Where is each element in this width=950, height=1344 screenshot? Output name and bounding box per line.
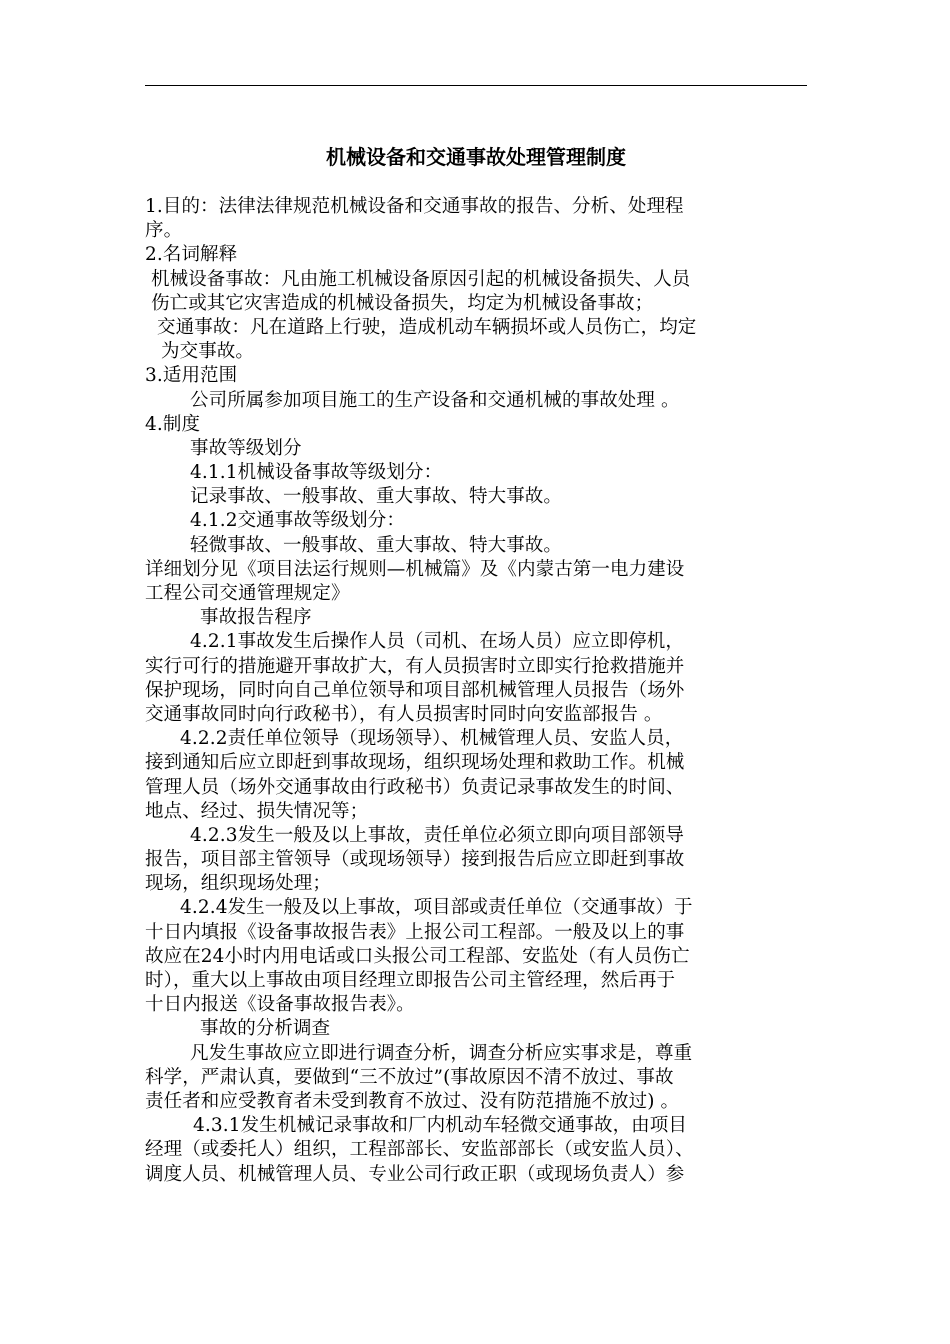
clause-4-2-4-line-1: 4.2.4发生一般及以上事故，项目部或责任单位（交通事故）于 — [180, 897, 693, 919]
purpose-line-1: 1.目的：法律法律规范机械设备和交通事故的报告、分析、处理程 — [145, 196, 684, 217]
subheading-accident-grades: 事故等级划分 — [190, 437, 302, 459]
subheading-reporting-procedure: 事故报告程序 — [200, 607, 312, 629]
clause-4-1-1: 4.1.1机械设备事故等级划分： — [190, 462, 443, 484]
equipment-grade-list: 记录事故、一般事故、重大事故、特大事故。 — [190, 486, 563, 508]
definition-traffic-line-2: 为交事故。 — [161, 341, 255, 363]
clause-4-2-1-line-3: 保护现场，同时向自己单位领导和项目部机械管理人员报告（场外 — [145, 679, 685, 701]
reference-line-1: 详细划分见《项目法运行规则—机械篇》及《内蒙古第一电力建设 — [145, 558, 685, 580]
clause-4-2-1-line-2: 实行可行的措施避开事故扩大，有人员损害时立即实行抢救措施并 — [145, 655, 685, 677]
clause-4-3-1-line-1: 4.3.1发生机械记录事故和厂内机动车轻微交通事故，由项目 — [193, 1115, 687, 1137]
definition-equipment-line-1: 机械设备事故：凡由施工机械设备原因引起的机械设备损失、人员 — [151, 268, 691, 290]
analysis-paragraph-line-1: 凡发生事故应立即进行调查分析，调查分析应实事求是，尊重 — [190, 1042, 693, 1064]
header-rule — [145, 85, 807, 86]
clause-4-2-3-line-3: 现场，组织现场处理； — [145, 873, 332, 895]
clause-4-2-4-line-2: 十日内填报《设备事故报告表》上报公司工程部。一般及以上的事 — [145, 921, 685, 943]
definition-traffic-line-1: 交通事故：凡在道路上行驶，造成机动车辆损坏或人员伤亡，均定 — [157, 316, 697, 338]
clause-4-1-2: 4.1.2交通事故等级划分： — [190, 510, 405, 532]
document-title: 机械设备和交通事故处理管理制度 — [326, 145, 626, 169]
clause-4-3-1-line-3: 调度人员、机械管理人员、专业公司行政正职（或现场负责人）参 — [145, 1163, 685, 1185]
document-body — [145, 195, 815, 1187]
clause-4-2-2-line-4: 地点、经过、损失情况等； — [145, 800, 369, 822]
reference-line-2: 工程公司交通管理规定》 — [145, 583, 350, 604]
definition-equipment-line-2: 伤亡或其它灾害造成的机械设备损失，均定为机械设备事故； — [151, 292, 654, 314]
clause-4-3-1-line-2: 经理（或委托人）组织，工程部部长、安监部部长（或安监人员）、 — [145, 1139, 694, 1161]
clause-4-2-3-line-1: 4.2.3发生一般及以上事故，责任单位必须立即向项目部领导 — [190, 824, 684, 846]
section-heading-system: 4.制度 — [145, 413, 201, 435]
analysis-paragraph-line-3: 责任者和应受教育者未受到教育不放过、没有防范措施不放过) 。 — [145, 1090, 680, 1112]
section-heading-definitions: 2.名词解释 — [145, 244, 238, 266]
clause-4-2-2-line-1: 4.2.2责任单位领导（现场领导）、机械管理人员、安监人员， — [180, 728, 684, 750]
clause-4-2-2-line-2: 接到通知后应立即赶到事故现场，组织现场处理和救助工作。机械 — [145, 752, 685, 774]
clause-4-2-1-line-1: 4.2.1事故发生后操作人员（司机、在场人员）应立即停机， — [190, 631, 684, 653]
clause-4-2-4-line-5: 十日内报送《设备事故报告表》。 — [145, 994, 415, 1016]
analysis-paragraph-line-2: 科学，严肃认真，要做到“三不放过”(事故原因不清不放过、事故 — [145, 1066, 674, 1088]
clause-4-2-1-line-4: 交通事故同时向行政秘书），有人员损害时同时向安监部报告 。 — [145, 703, 663, 725]
clause-4-2-4-line-4: 时），重大以上事故由项目经理立即报告公司主管经理，然后再于 — [145, 970, 676, 991]
subheading-analysis-investigation: 事故的分析调查 — [200, 1018, 331, 1040]
section-heading-scope: 3.适用范围 — [145, 365, 238, 387]
traffic-grade-list: 轻微事故、一般事故、重大事故、特大事故。 — [190, 534, 563, 556]
purpose-line-2: 序。 — [145, 220, 183, 242]
clause-4-2-3-line-2: 报告，项目部主管领导（或现场领导）接到报告后应立即赶到事故 — [145, 849, 685, 871]
clause-4-2-4-line-3: 故应在24小时内用电话或口头报公司工程部、安监处（有人员伤亡 — [145, 945, 690, 967]
clause-4-2-2-line-3: 管理人员（场外交通事故由行政秘书）负责记录事故发生的时间、 — [145, 776, 685, 798]
scope-text: 公司所属参加项目施工的生产设备和交通机械的事故处理 。 — [190, 389, 680, 411]
